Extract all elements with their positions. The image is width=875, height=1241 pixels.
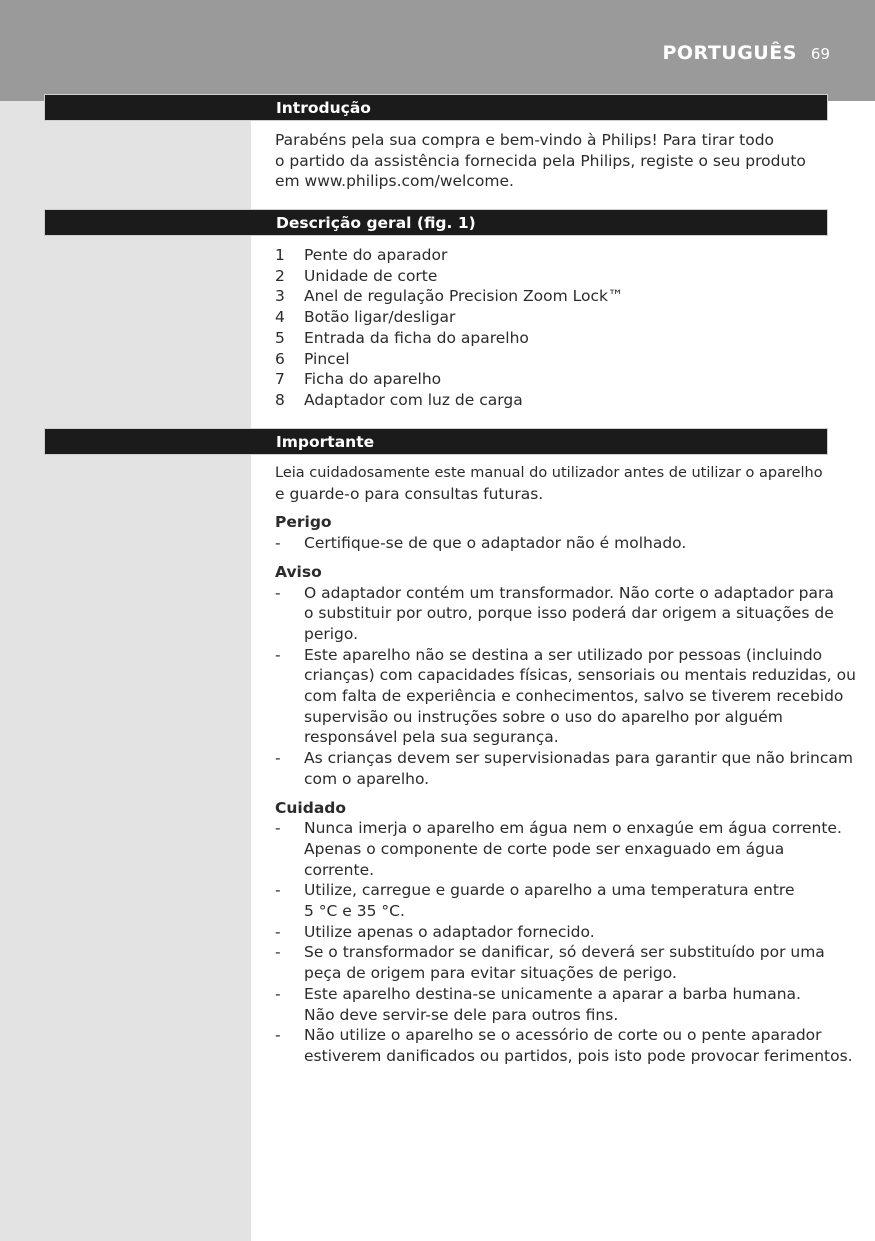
section-bar-intro (44, 94, 828, 121)
caution-item (275, 942, 830, 983)
caution-item (275, 1025, 853, 1066)
section-bar-overview (44, 209, 828, 236)
item-line: As crianças devem ser supervisionadas para garantir que não brincam (304, 749, 853, 768)
caution-item (275, 984, 830, 1025)
item-line: Se o transformador se danificar, só deverá ser substituído por uma (304, 943, 825, 962)
item-line: crianças) com capacidades físicas, sensoriais ou mentais reduzidas, ou (304, 666, 856, 685)
important-intro-line: e guarde-o para consultas futuras. (275, 484, 544, 503)
item-number: 1 (275, 246, 285, 264)
item-line: 5 °C e 35 °C. (304, 902, 405, 921)
bullet: - (275, 922, 281, 941)
item-line: Utilize apenas o adaptador fornecido. (304, 922, 595, 941)
item-line: O adaptador contém um transformador. Não corte o adaptador para (304, 583, 834, 602)
item-line: Este aparelho destina-se unicamente a aparar a barba humana. (304, 984, 801, 1003)
item-line: com o aparelho. (304, 769, 430, 788)
warning-item (275, 645, 856, 749)
item-line: responsável pela sua segurança. (304, 728, 559, 747)
bullet: - (275, 819, 281, 838)
bullet: - (275, 645, 281, 664)
danger-heading: Perigo (275, 513, 332, 532)
item-text: Unidade de corte (304, 266, 438, 285)
item-line: Certifique-se de que o adaptador não é molhado. (304, 534, 687, 553)
item-line: o substituir por outro, porque isso poderá dar origem a situações de (304, 604, 834, 623)
bullet: - (275, 534, 281, 553)
caution-item (275, 880, 830, 921)
important-content (275, 463, 856, 1067)
intro-line: em www.philips.com/welcome. (275, 172, 514, 191)
warning-item (275, 583, 834, 645)
caution-heading: Cuidado (275, 798, 347, 817)
language-label: PORTUGUÊS (662, 42, 797, 64)
item-text: Entrada da ficha do aparelho (304, 328, 529, 347)
page-header (662, 42, 830, 64)
item-text: Pente do aparador (304, 246, 448, 264)
section-bar-important (44, 428, 828, 455)
item-line: peça de origem para evitar situações de perigo. (304, 964, 677, 983)
intro-text (275, 130, 830, 192)
item-number: 2 (275, 266, 285, 285)
item-text: Botão ligar/desligar (304, 308, 456, 327)
bullet: - (275, 943, 281, 962)
item-line: Não utilize o aparelho se o acessório de corte ou o pente aparador (304, 1026, 822, 1045)
item-number: 4 (275, 308, 285, 327)
overview-list (275, 245, 830, 411)
danger-item (275, 533, 830, 554)
warning-item (275, 748, 853, 789)
list-item (275, 328, 830, 349)
item-line: Este aparelho não se destina a ser utilizado por pessoas (incluindo (304, 645, 823, 664)
warning-heading: Aviso (275, 562, 322, 581)
item-number: 6 (275, 349, 285, 368)
list-item (275, 266, 830, 287)
left-margin-column (0, 101, 251, 1241)
list-item (275, 286, 830, 307)
item-line: corrente. (304, 860, 375, 879)
caution-item (275, 922, 830, 943)
bullet: - (275, 749, 281, 768)
list-item (275, 390, 830, 411)
list-item (275, 349, 830, 370)
list-item (275, 369, 830, 390)
item-number: 7 (275, 370, 285, 389)
bullet: - (275, 984, 281, 1003)
important-intro-line: Leia cuidadosamente este manual do utilizador antes de utilizar o aparelho (275, 465, 823, 481)
bullet: - (275, 583, 281, 602)
caution-item (275, 818, 842, 880)
intro-line: Parabéns pela sua compra e bem-vindo à Philips! Para tirar todo (275, 131, 775, 149)
item-line: Apenas o componente de corte pode ser enxaguado em água (304, 839, 785, 858)
intro-line: o partido da assistência fornecida pela Philips, registe o seu produto (275, 151, 806, 170)
item-line: com falta de experiência e conhecimentos, salvo se tiverem recebido (304, 687, 844, 706)
item-number: 3 (275, 287, 285, 306)
item-line: Nunca imerja o aparelho em água nem o enxagúe em água corrente. (304, 819, 842, 838)
item-text: Pincel (304, 349, 350, 368)
item-number: 5 (275, 328, 285, 347)
item-text: Anel de regulação Precision Zoom Lock™ (304, 287, 624, 306)
item-line: estiverem danificados ou partidos, pois isto pode provocar ferimentos. (304, 1046, 853, 1065)
bullet: - (275, 1026, 281, 1045)
bullet: - (275, 881, 281, 900)
item-number: 8 (275, 390, 285, 409)
item-line: perigo. (304, 624, 359, 643)
section-title-important: Importante (276, 433, 375, 451)
item-text: Adaptador com luz de carga (304, 390, 523, 409)
page-number: 69 (810, 45, 830, 63)
item-line: supervisão ou instruções sobre o uso do aparelho por alguém (304, 707, 783, 726)
list-item (275, 245, 830, 266)
section-title-intro: Introdução (276, 99, 371, 117)
section-title-overview: Descrição geral (fig. 1) (276, 214, 476, 232)
item-line: Utilize, carregue e guarde o aparelho a uma temperatura entre (304, 881, 795, 900)
item-line: Não deve servir-se dele para outros fins. (304, 1005, 619, 1024)
list-item (275, 307, 830, 328)
item-text: Ficha do aparelho (304, 370, 442, 389)
